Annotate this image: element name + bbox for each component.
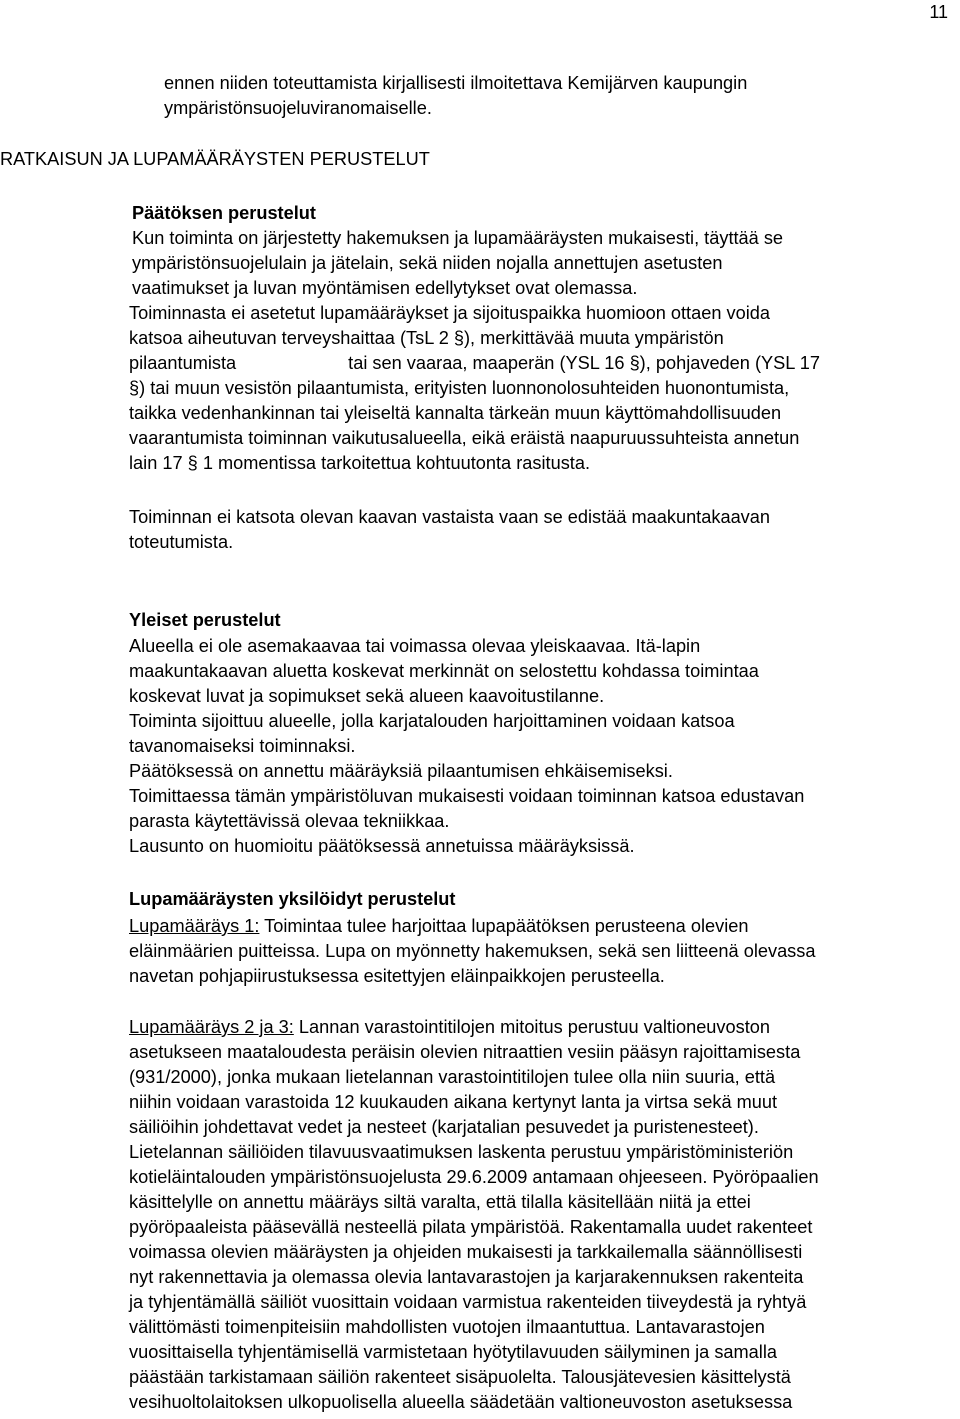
main-heading: RATKAISUN JA LUPAMÄÄRÄYSTEN PERUSTELUT (0, 149, 430, 169)
lupamaarays-2-3-paragraph (129, 1015, 819, 1415)
text-line: ympäristönsuojelulain ja jätelain, sekä niiden nojalla annettujen asetusten (132, 253, 723, 273)
text-line: vaarantumista toiminnan vaikutusalueella, eikä eräistä naapuruussuhteista annetun (129, 428, 800, 448)
lupamaarays-label: Lupamääräys 1: (129, 916, 260, 936)
text-line: asetukseen maataloudesta peräisin olevien nitraattien vesiin pääsyn rajoittamisesta (129, 1042, 801, 1062)
lupamaarays-1-paragraph (129, 914, 815, 989)
text-line: eläinmäärien puitteissa. Lupa on myönnetty hakemuksen, sekä sen liitteenä olevassa (129, 941, 816, 961)
text-line: säiliöihin johdettavat vedet ja nesteet (karjatalian pesuvedet ja puristenesteet). (129, 1117, 759, 1137)
intro-line: ennen niiden toteuttamista kirjallisesti ilmoitettava Kemijärven kaupungin (164, 73, 748, 93)
text-line: vaatimukset ja luvan myöntämisen edellytykset ovat olemassa. (132, 278, 638, 298)
text-line: Kun toiminta on järjestetty hakemuksen ja lupamääräysten mukaisesti, täyttää se (132, 228, 784, 248)
text-line: maakuntakaavan aluetta koskevat merkinnät on selostettu kohdassa toimintaa (129, 661, 759, 681)
text-line: koskevat luvat ja sopimukset sekä alueen kaavoitustilanne. (129, 686, 605, 706)
text-line: (931/2000), jonka mukaan lietelannan varastointitilojen tulee olla niin suuria, että (129, 1067, 776, 1087)
text-line: päästään tarkistamaan säiliön rakenteet sisäpuolelta. Talousjätevesien käsittelystä (129, 1367, 791, 1387)
text-line: ja tyhjentämällä säiliöt vuosittain voidaan varmistua rakenteiden tiiveydestä ja ryhtyä (129, 1292, 807, 1312)
text-fragment: Lannan varastointitilojen mitoitus perustuu valtioneuvoston (293, 1017, 771, 1037)
text-line: Päätöksessä on annettu määräyksiä pilaantumisen ehkäisemiseksi. (129, 761, 673, 781)
text-line: navetan pohjapiirustuksessa esitettyjen eläinpaikkojen perusteella. (129, 966, 665, 986)
text-line: voimassa olevien määräysten ja ohjeiden mukaisesti ja tarkkailemalla säännöllisesti (129, 1242, 803, 1262)
text-line: katsoa aiheutuvan terveyshaittaa (TsL 2 §), merkittävää muuta ympäristön (129, 328, 724, 348)
text-line: Toimittaessa tämän ympäristöluvan mukaisesti voidaan toiminnan katsoa edustavan (129, 786, 805, 806)
text-fragment: tai sen vaaraa, maaperän (YSL 16 §), pohjaveden (YSL 17 (348, 353, 820, 373)
text-line: lain 17 § 1 momentissa tarkoitettua kohtuutonta rasitusta. (129, 453, 591, 473)
text-line: tavanomaiseksi toiminnaksi. (129, 736, 356, 756)
lupamaarays-label: Lupamääräys 2 ja 3: (129, 1017, 294, 1037)
paatoksen-paragraph-3 (129, 505, 770, 555)
text-fragment: pilaantumista (129, 353, 237, 373)
text-line: vesihuoltolaitoksen ulkopuolisella alueella säädetään valtioneuvoston asetuksessa (129, 1392, 793, 1412)
text-fragment: Toimintaa tulee harjoittaa lupapäätöksen perusteena olevien (259, 916, 749, 936)
intro-line: ympäristönsuojeluviranomaiselle. (164, 98, 432, 118)
text-line: §) tai muun vesistön pilaantumista, erityisten luonnonolosuhteiden huonontumista, (129, 378, 790, 398)
text-line: taikka vedenhankinnan tai yleiseltä kannalta tärkeän muun käyttömahdollisuuden (129, 403, 782, 423)
text-line: nyt rakennettavia ja olemassa olevia lantavarastojen ja karjarakennuksen rakenteita (129, 1267, 804, 1287)
text-line: Toiminnasta ei asetetut lupamääräykset ja sijoituspaikka huomioon ottaen voida (129, 303, 770, 323)
text-line: niihin voidaan varastoida 12 kuukauden aikana kertynyt lanta ja virtsa sekä muut (129, 1092, 778, 1112)
text-line: Toiminta sijoittuu alueelle, jolla karjatalouden harjoittaminen voidaan katsoa (129, 711, 735, 731)
text-line: Lietelannan säiliöiden tilavuusvaatimuksen laskenta perustuu ympäristöministeriön (129, 1142, 794, 1162)
text-line: kotieläintalouden ympäristönsuojelusta 29.6.2009 antamaan ohjeeseen. Pyöröpaalien (129, 1167, 819, 1187)
text-line: käsittelylle on annettu määräys siltä varalta, että tilalla käsitellään niitä ja ettei (129, 1192, 751, 1212)
text-line (129, 914, 815, 939)
text-line: pyöröpaaleista pääsevällä nesteellä pilata ympäristöä. Rakentamalla uudet rakenteet (129, 1217, 813, 1237)
section-heading-paatoksen: Päätöksen perustelut (132, 203, 316, 223)
text-line (129, 351, 820, 376)
paatoksen-paragraph-2 (129, 301, 820, 476)
text-line: parasta käytettävissä olevaa tekniikkaa. (129, 811, 450, 831)
intro-paragraph (164, 71, 747, 121)
yleiset-paragraph (129, 634, 804, 859)
text-line: vuosittaisella tyhjentämisellä varmistetaan hyötytilavuuden säilyminen ja samalla (129, 1342, 777, 1362)
text-line: Alueella ei ole asemakaavaa tai voimassa olevaa yleiskaavaa. Itä-lapin (129, 636, 701, 656)
text-line: toteutumista. (129, 532, 234, 552)
text-line (129, 1015, 819, 1040)
text-line: Lausunto on huomioitu päätöksessä annetuissa määräyksissä. (129, 836, 635, 856)
text-line: Toiminnan ei katsota olevan kaavan vastaista vaan se edistää maakuntakaavan (129, 507, 771, 527)
paatoksen-paragraph-1 (132, 226, 783, 301)
section-heading-yksiloidyt: Lupamääräysten yksilöidyt perustelut (129, 889, 456, 909)
page-number: 11 (929, 2, 948, 22)
text-line: välittömästi toimenpiteisiin mahdollisten vuotojen ilmaantuttua. Lantavarastojen (129, 1317, 765, 1337)
section-heading-yleiset: Yleiset perustelut (129, 610, 281, 630)
